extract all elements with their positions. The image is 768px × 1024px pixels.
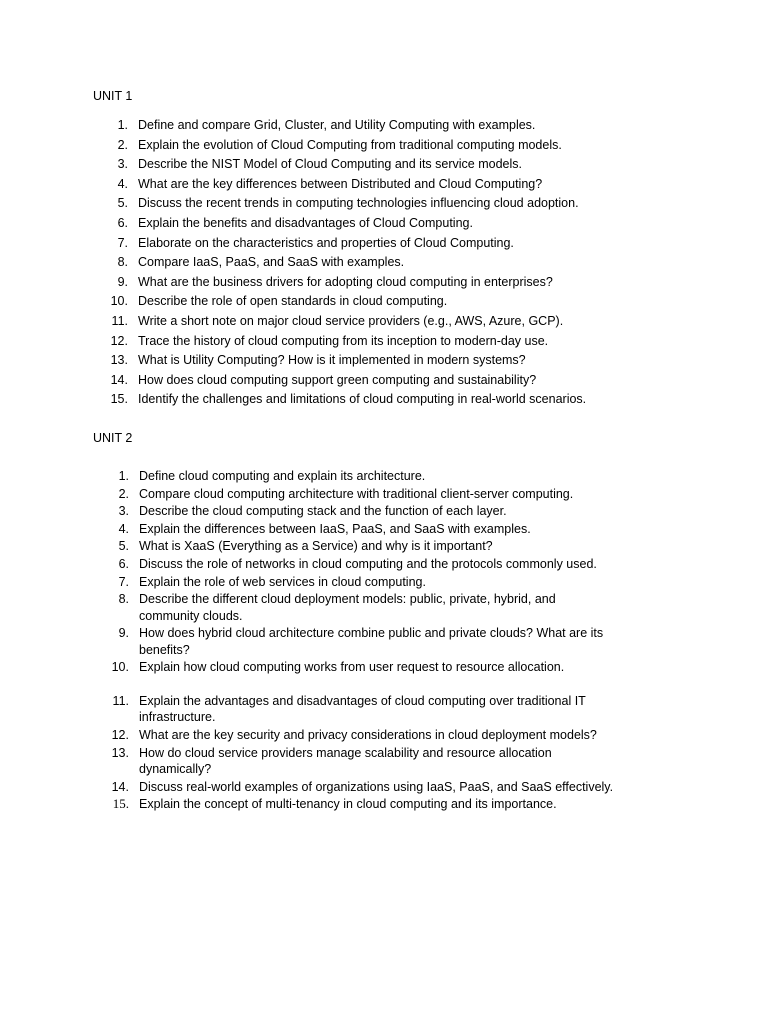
item-number: 2. (117, 137, 128, 152)
list-item (0, 273, 638, 293)
question-text: Define and compare Grid, Cluster, and Utility Computing with examples. (138, 118, 536, 132)
item-number: 11. (112, 693, 129, 708)
item-number: 1. (118, 469, 129, 483)
list-item (0, 292, 638, 312)
question-text: What is Utility Computing? How is it implemented in modern systems? (138, 353, 526, 368)
item-number: 6. (117, 215, 128, 230)
item-number: 8. (118, 592, 129, 607)
list-item (0, 486, 614, 503)
question-text: Compare cloud computing architecture with traditional client-server computing. (139, 486, 574, 501)
question-text: Explain the benefits and disadvantages of Cloud Computing. (138, 215, 473, 230)
list-item (0, 727, 614, 744)
item-number: 12. (111, 727, 129, 742)
unit1-heading: UNIT 1 (93, 89, 133, 103)
list-item (0, 503, 614, 520)
list-item (0, 312, 638, 332)
list-item (0, 351, 638, 371)
question-text: What are the key security and privacy considerations in cloud deployment models? (139, 727, 597, 742)
question-text: What is XaaS (Everything as a Service) and why is it important? (139, 539, 493, 554)
list-item (0, 779, 614, 796)
item-number: 15. (112, 796, 129, 812)
question-text: Write a short note on major cloud service providers (e.g., AWS, Azure, GCP). (138, 313, 564, 328)
list-item (0, 234, 638, 254)
unit2-heading: UNIT 2 (93, 431, 133, 445)
item-number: 15. (110, 392, 128, 407)
question-text: Identify the challenges and limitations of cloud computing in real-world scenarios. (138, 392, 587, 407)
item-number: 10. (110, 294, 128, 309)
question-text: How does cloud computing support green computing and sustainability? (138, 372, 537, 387)
item-number: 12. (110, 333, 128, 348)
question-text: Describe the different cloud deployment models: public, private, hybrid, and community clouds. (139, 592, 556, 623)
item-number: 13. (110, 353, 128, 368)
question-text: How do cloud service providers manage scalability and resource allocation dynamically? (139, 745, 552, 777)
question-text: Explain the advantages and disadvantages of cloud computing over traditional IT infrastructure. (139, 693, 586, 725)
item-number: 3. (117, 157, 128, 172)
item-number: 1. (117, 118, 128, 132)
list-item (0, 136, 638, 156)
list-item (0, 659, 614, 676)
unit2-question-list (0, 468, 614, 814)
question-text: Discuss the role of networks in cloud computing and the protocols commonly used. (139, 556, 597, 571)
list-item (0, 214, 638, 234)
list-item (0, 116, 638, 136)
question-text: Describe the role of open standards in cloud computing. (138, 294, 448, 309)
question-text: Explain the role of web services in cloud computing. (139, 574, 426, 589)
list-item (0, 796, 614, 813)
item-number: 4. (117, 176, 128, 191)
list-item (0, 371, 638, 391)
question-text: What are the business drivers for adopting cloud computing in enterprises? (138, 274, 553, 289)
question-text: Trace the history of cloud computing from its inception to modern-day use. (138, 333, 549, 348)
list-item (0, 332, 638, 352)
unit1-question-list (0, 116, 638, 410)
item-number: 11. (111, 313, 128, 328)
list-item (0, 745, 614, 778)
item-number: 14. (111, 779, 129, 794)
list-item (0, 625, 614, 658)
question-text: Discuss the recent trends in computing technologies influencing cloud adoption. (138, 196, 579, 211)
list-item (0, 468, 614, 485)
item-number: 9. (118, 626, 129, 641)
item-number: 8. (117, 255, 128, 270)
item-number: 14. (110, 372, 128, 387)
item-number: 7. (117, 235, 128, 250)
question-text: Define cloud computing and explain its architecture. (139, 469, 426, 483)
item-number: 6. (118, 556, 129, 571)
question-text: Explain the evolution of Cloud Computing from traditional computing models. (138, 137, 562, 152)
list-item (0, 155, 638, 175)
item-number: 5. (117, 196, 128, 211)
item-number: 9. (117, 274, 128, 289)
list-item (0, 253, 638, 273)
question-text: Describe the cloud computing stack and the function of each layer. (139, 504, 507, 519)
list-item (0, 591, 614, 624)
question-text: How does hybrid cloud architecture combine public and private clouds? What are its benefits? (139, 626, 604, 657)
question-text: Describe the NIST Model of Cloud Computing and its service models. (138, 157, 522, 172)
question-text: Explain how cloud computing works from user request to resource allocation. (139, 660, 565, 675)
question-text: Compare IaaS, PaaS, and SaaS with examples. (138, 255, 405, 270)
item-number: 13. (111, 745, 129, 760)
item-number: 2. (118, 486, 129, 501)
list-item (0, 521, 614, 538)
list-item (0, 538, 614, 555)
item-number: 4. (118, 521, 129, 536)
question-text: Explain the differences between IaaS, PaaS, and SaaS with examples. (139, 521, 531, 536)
list-item (0, 556, 614, 573)
list-item (0, 574, 614, 591)
item-number: 3. (118, 504, 129, 519)
question-text: Explain the concept of multi-tenancy in cloud computing and its importance. (139, 797, 557, 812)
question-text: What are the key differences between Distributed and Cloud Computing? (138, 176, 543, 191)
item-number: 5. (118, 539, 129, 554)
item-number: 7. (118, 574, 129, 589)
list-item (0, 693, 614, 726)
question-text: Elaborate on the characteristics and properties of Cloud Computing. (138, 235, 514, 250)
list-item (0, 194, 638, 214)
list-item (0, 175, 638, 195)
list-item (0, 390, 638, 410)
item-number: 10. (111, 660, 129, 675)
question-text: Discuss real-world examples of organizations using IaaS, PaaS, and SaaS effectively. (139, 779, 614, 794)
